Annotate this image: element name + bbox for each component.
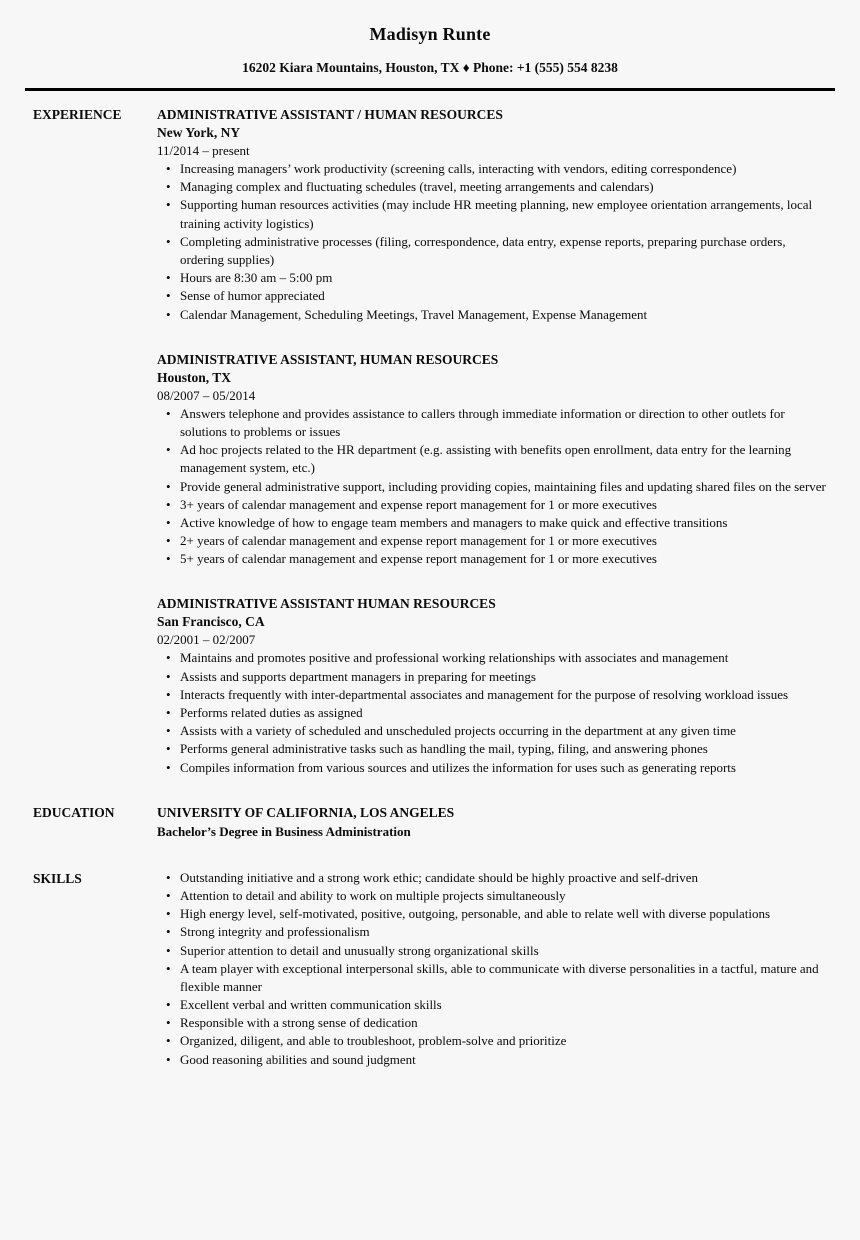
job-entry-3 (157, 594, 832, 776)
bullet-item: • Strong integrity and professionalism (157, 923, 832, 941)
section-label-experience: EXPERIENCE (33, 107, 122, 123)
bullet-item: • Maintains and promotes positive and professional working relationships with associates and management (157, 649, 832, 667)
bullet-item: • Assists with a variety of scheduled and unscheduled projects occurring in the department at any given time (157, 722, 832, 740)
bullet-item: • Increasing managers’ work productivity (screening calls, interacting with vendors, editing correspondence) (157, 160, 832, 178)
bullet-item: • Attention to detail and ability to work on multiple projects simultaneously (157, 887, 832, 905)
job-title: ADMINISTRATIVE ASSISTANT, HUMAN RESOURCES (157, 351, 499, 367)
bullet-item: • Answers telephone and provides assistance to callers through immediate information or direction to other outlets for solutions to problems or issues (157, 405, 832, 441)
candidate-name: Madisyn Runte (369, 24, 491, 44)
bullet-item: • Assists and supports department managers in preparing for meetings (157, 668, 832, 686)
job-entry-2 (157, 350, 832, 569)
resume-header (0, 22, 860, 78)
bullet-item: • Performs general administrative tasks such as handling the mail, typing, filing, and answering phones (157, 740, 832, 758)
bullet-item: • A team player with exceptional interpersonal skills, able to communicate with diverse personalities in a tactful, mature and flexible manner (157, 960, 832, 996)
bullet-item: • Supporting human resources activities (may include HR meeting planning, new employee orientation arrangements, local training activity logistics) (157, 196, 832, 232)
skills-section (0, 869, 860, 1069)
bullet-item: • Interacts frequently with inter-departmental associates and management for the purpose of resolving workload issues (157, 686, 832, 704)
job-location: New York, NY (157, 125, 241, 141)
bullet-item: • Superior attention to detail and unusually strong organizational skills (157, 942, 832, 960)
job-location: San Francisco, CA (157, 614, 265, 630)
education-school: UNIVERSITY OF CALIFORNIA, LOS ANGELES (157, 804, 455, 820)
job-dates: 08/2007 – 05/2014 (157, 387, 256, 403)
job-location: Houston, TX (157, 369, 232, 385)
bullet-item: • Provide general administrative support, including providing copies, maintaining files and updating shared files on the server (157, 478, 832, 496)
bullet-item: • Hours are 8:30 am – 5:00 pm (157, 269, 832, 287)
bullet-item: • 2+ years of calendar management and expense report management for 1 or more executives (157, 532, 832, 550)
bullet-item: • Managing complex and fluctuating schedules (travel, meeting arrangements and calendars) (157, 178, 832, 196)
bullet-item: • Good reasoning abilities and sound judgment (157, 1051, 832, 1069)
bullet-item: • Excellent verbal and written communication skills (157, 996, 832, 1014)
job-title: ADMINISTRATIVE ASSISTANT HUMAN RESOURCES (157, 596, 496, 612)
bullet-item: • Responsible with a strong sense of dedication (157, 1014, 832, 1032)
bullet-item: • Outstanding initiative and a strong work ethic; candidate should be highly proactive and self-driven (157, 869, 832, 887)
job-dates: 02/2001 – 02/2007 (157, 632, 256, 648)
section-label-education: EDUCATION (33, 804, 115, 820)
job-bullet-list (157, 160, 832, 324)
bullet-item: • Compiles information from various sources and utilizes the information for uses such as generating reports (157, 759, 832, 777)
job-bullet-list (157, 649, 832, 776)
bullet-item: • Completing administrative processes (filing, correspondence, data entry, expense reports, preparing purchase orders, ordering supplies) (157, 233, 832, 269)
experience-content (157, 105, 832, 777)
experience-section (0, 105, 860, 777)
contact-line: 16202 Kiara Mountains, Houston, TX ♦ Phone: +1 (555) 554 8238 (242, 60, 618, 76)
bullet-item: • Organized, diligent, and able to troubleshoot, problem-solve and prioritize (157, 1032, 832, 1050)
bullet-item: • High energy level, self-motivated, positive, outgoing, personable, and able to relate well with diverse populations (157, 905, 832, 923)
bullet-item: • Sense of humor appreciated (157, 287, 832, 305)
bullet-item: • 5+ years of calendar management and expense report management for 1 or more executives (157, 550, 832, 568)
bullet-item: • Ad hoc projects related to the HR department (e.g. assisting with benefits open enrollment, data entry for the learning management system, etc.) (157, 441, 832, 477)
bullet-item: • 3+ years of calendar management and expense report management for 1 or more executives (157, 496, 832, 514)
education-section (0, 803, 860, 841)
bullet-item: • Active knowledge of how to engage team members and managers to make quick and effective transitions (157, 514, 832, 532)
job-dates: 11/2014 – present (157, 143, 250, 159)
bullet-item: • Calendar Management, Scheduling Meetings, Travel Management, Expense Management (157, 306, 832, 324)
skills-content (157, 869, 832, 1069)
job-entry-1 (157, 105, 832, 324)
job-bullet-list (157, 405, 832, 569)
education-degree: Bachelor’s Degree in Business Administration (157, 823, 411, 839)
header-divider (25, 88, 835, 91)
bullet-item: • Performs related duties as assigned (157, 704, 832, 722)
section-label-skills: SKILLS (33, 870, 82, 886)
skills-bullet-list (157, 869, 832, 1069)
job-title: ADMINISTRATIVE ASSISTANT / HUMAN RESOURCES (157, 107, 503, 123)
education-content (157, 803, 832, 841)
